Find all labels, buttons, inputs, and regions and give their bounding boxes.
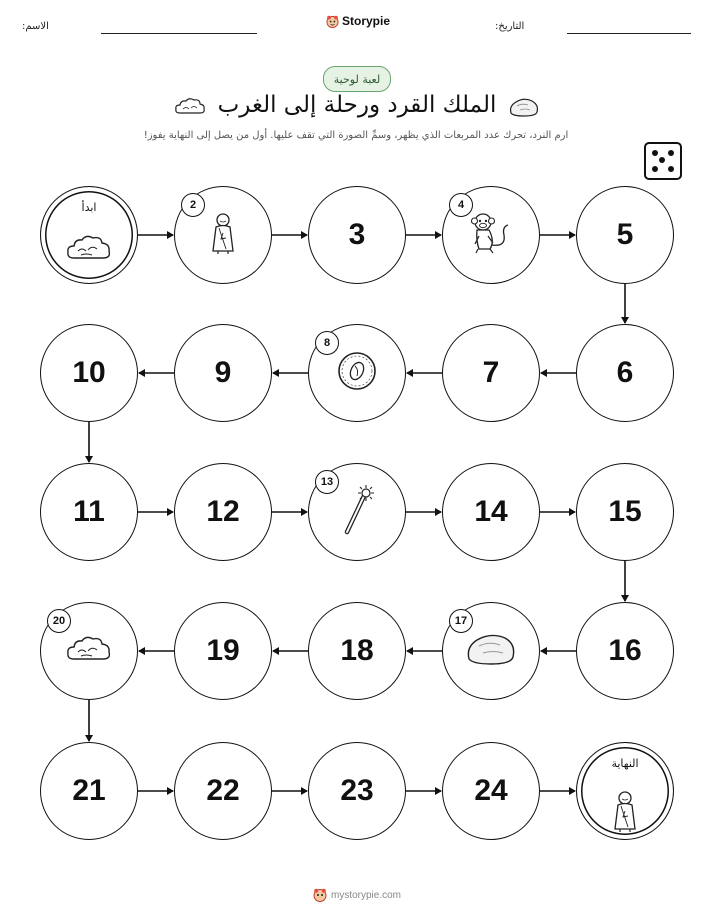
cell-number: 14 bbox=[474, 495, 508, 528]
board-cell-17[interactable] bbox=[442, 602, 540, 700]
name-label: الاسم: bbox=[22, 21, 49, 32]
cell-number: 7 bbox=[482, 356, 500, 389]
cell-number: 5 bbox=[616, 218, 634, 251]
cell-number-badge: 8 bbox=[315, 331, 339, 355]
board-cell-3[interactable] bbox=[308, 186, 406, 284]
cell-number: 15 bbox=[608, 495, 642, 528]
board-cell-25[interactable] bbox=[576, 742, 674, 840]
footer bbox=[0, 888, 714, 902]
cell-number: 23 bbox=[340, 774, 374, 807]
cell-number-badge: 17 bbox=[449, 609, 473, 633]
board-cell-21[interactable] bbox=[40, 742, 138, 840]
board-cell-9[interactable] bbox=[174, 324, 272, 422]
board-cell-19[interactable] bbox=[174, 602, 272, 700]
footer-site[interactable]: mystorypie.com bbox=[330, 889, 401, 901]
board-cell-22[interactable] bbox=[174, 742, 272, 840]
cell-number: 9 bbox=[214, 356, 232, 389]
cell-number: 6 bbox=[616, 356, 634, 389]
end-label: النهاية bbox=[611, 757, 639, 770]
board-cell-20[interactable] bbox=[40, 602, 138, 700]
board-cell-2[interactable] bbox=[174, 186, 272, 284]
start-label: ابدأ bbox=[81, 201, 97, 214]
monk-icon bbox=[208, 211, 238, 259]
board-cell-4[interactable] bbox=[442, 186, 540, 284]
monkey-icon bbox=[468, 211, 514, 259]
cell-number-badge: 2 bbox=[181, 193, 205, 217]
board-cell-5[interactable] bbox=[576, 186, 674, 284]
brand-name: Storypie bbox=[342, 14, 391, 28]
board-cell-18[interactable] bbox=[308, 602, 406, 700]
board-cell-15[interactable] bbox=[576, 463, 674, 561]
board-cell-12[interactable] bbox=[174, 463, 272, 561]
date-label: التاريخ: bbox=[495, 21, 525, 32]
board-cell-1[interactable] bbox=[40, 186, 138, 284]
board-cell-14[interactable] bbox=[442, 463, 540, 561]
cell-number: 16 bbox=[608, 634, 642, 667]
cloud-icon bbox=[66, 233, 112, 267]
board-cell-16[interactable] bbox=[576, 602, 674, 700]
game-type-badge: لعبة لوحية bbox=[323, 66, 391, 92]
board-cell-10[interactable] bbox=[40, 324, 138, 422]
staff-icon bbox=[339, 484, 375, 540]
board-cell-7[interactable] bbox=[442, 324, 540, 422]
cell-number: 11 bbox=[73, 495, 105, 528]
board-cell-24[interactable] bbox=[442, 742, 540, 840]
board-cell-8[interactable] bbox=[308, 324, 406, 422]
cell-number: 18 bbox=[340, 634, 374, 667]
cell-number: 10 bbox=[72, 356, 106, 389]
board-cell-13[interactable] bbox=[308, 463, 406, 561]
cell-number: 19 bbox=[206, 634, 240, 667]
cell-number: 12 bbox=[206, 495, 240, 528]
cell-number-badge: 13 bbox=[315, 470, 339, 494]
page-title: الملك القرد ورحلة إلى الغرب bbox=[217, 92, 497, 118]
cell-number: 24 bbox=[474, 774, 508, 807]
cloud-icon bbox=[66, 634, 112, 668]
storypie-mascot-icon bbox=[313, 888, 327, 902]
board-cell-23[interactable] bbox=[308, 742, 406, 840]
cell-number: 22 bbox=[206, 774, 240, 807]
cell-number: 21 bbox=[72, 774, 106, 807]
cell-number: 3 bbox=[348, 218, 366, 251]
rock-icon bbox=[465, 631, 517, 671]
board-cell-6[interactable] bbox=[576, 324, 674, 422]
monk-icon bbox=[610, 789, 640, 837]
instructions: ارم النرد، تحرك عدد المربعات الذي يظهر، وسمِّ الصورة التي تقف عليها. أول من يصل إلى النهاية يفوز! bbox=[143, 130, 569, 141]
cell-number-badge: 4 bbox=[449, 193, 473, 217]
cell-number-badge: 20 bbox=[47, 609, 71, 633]
board-cell-11[interactable] bbox=[40, 463, 138, 561]
peach-icon bbox=[335, 350, 379, 396]
